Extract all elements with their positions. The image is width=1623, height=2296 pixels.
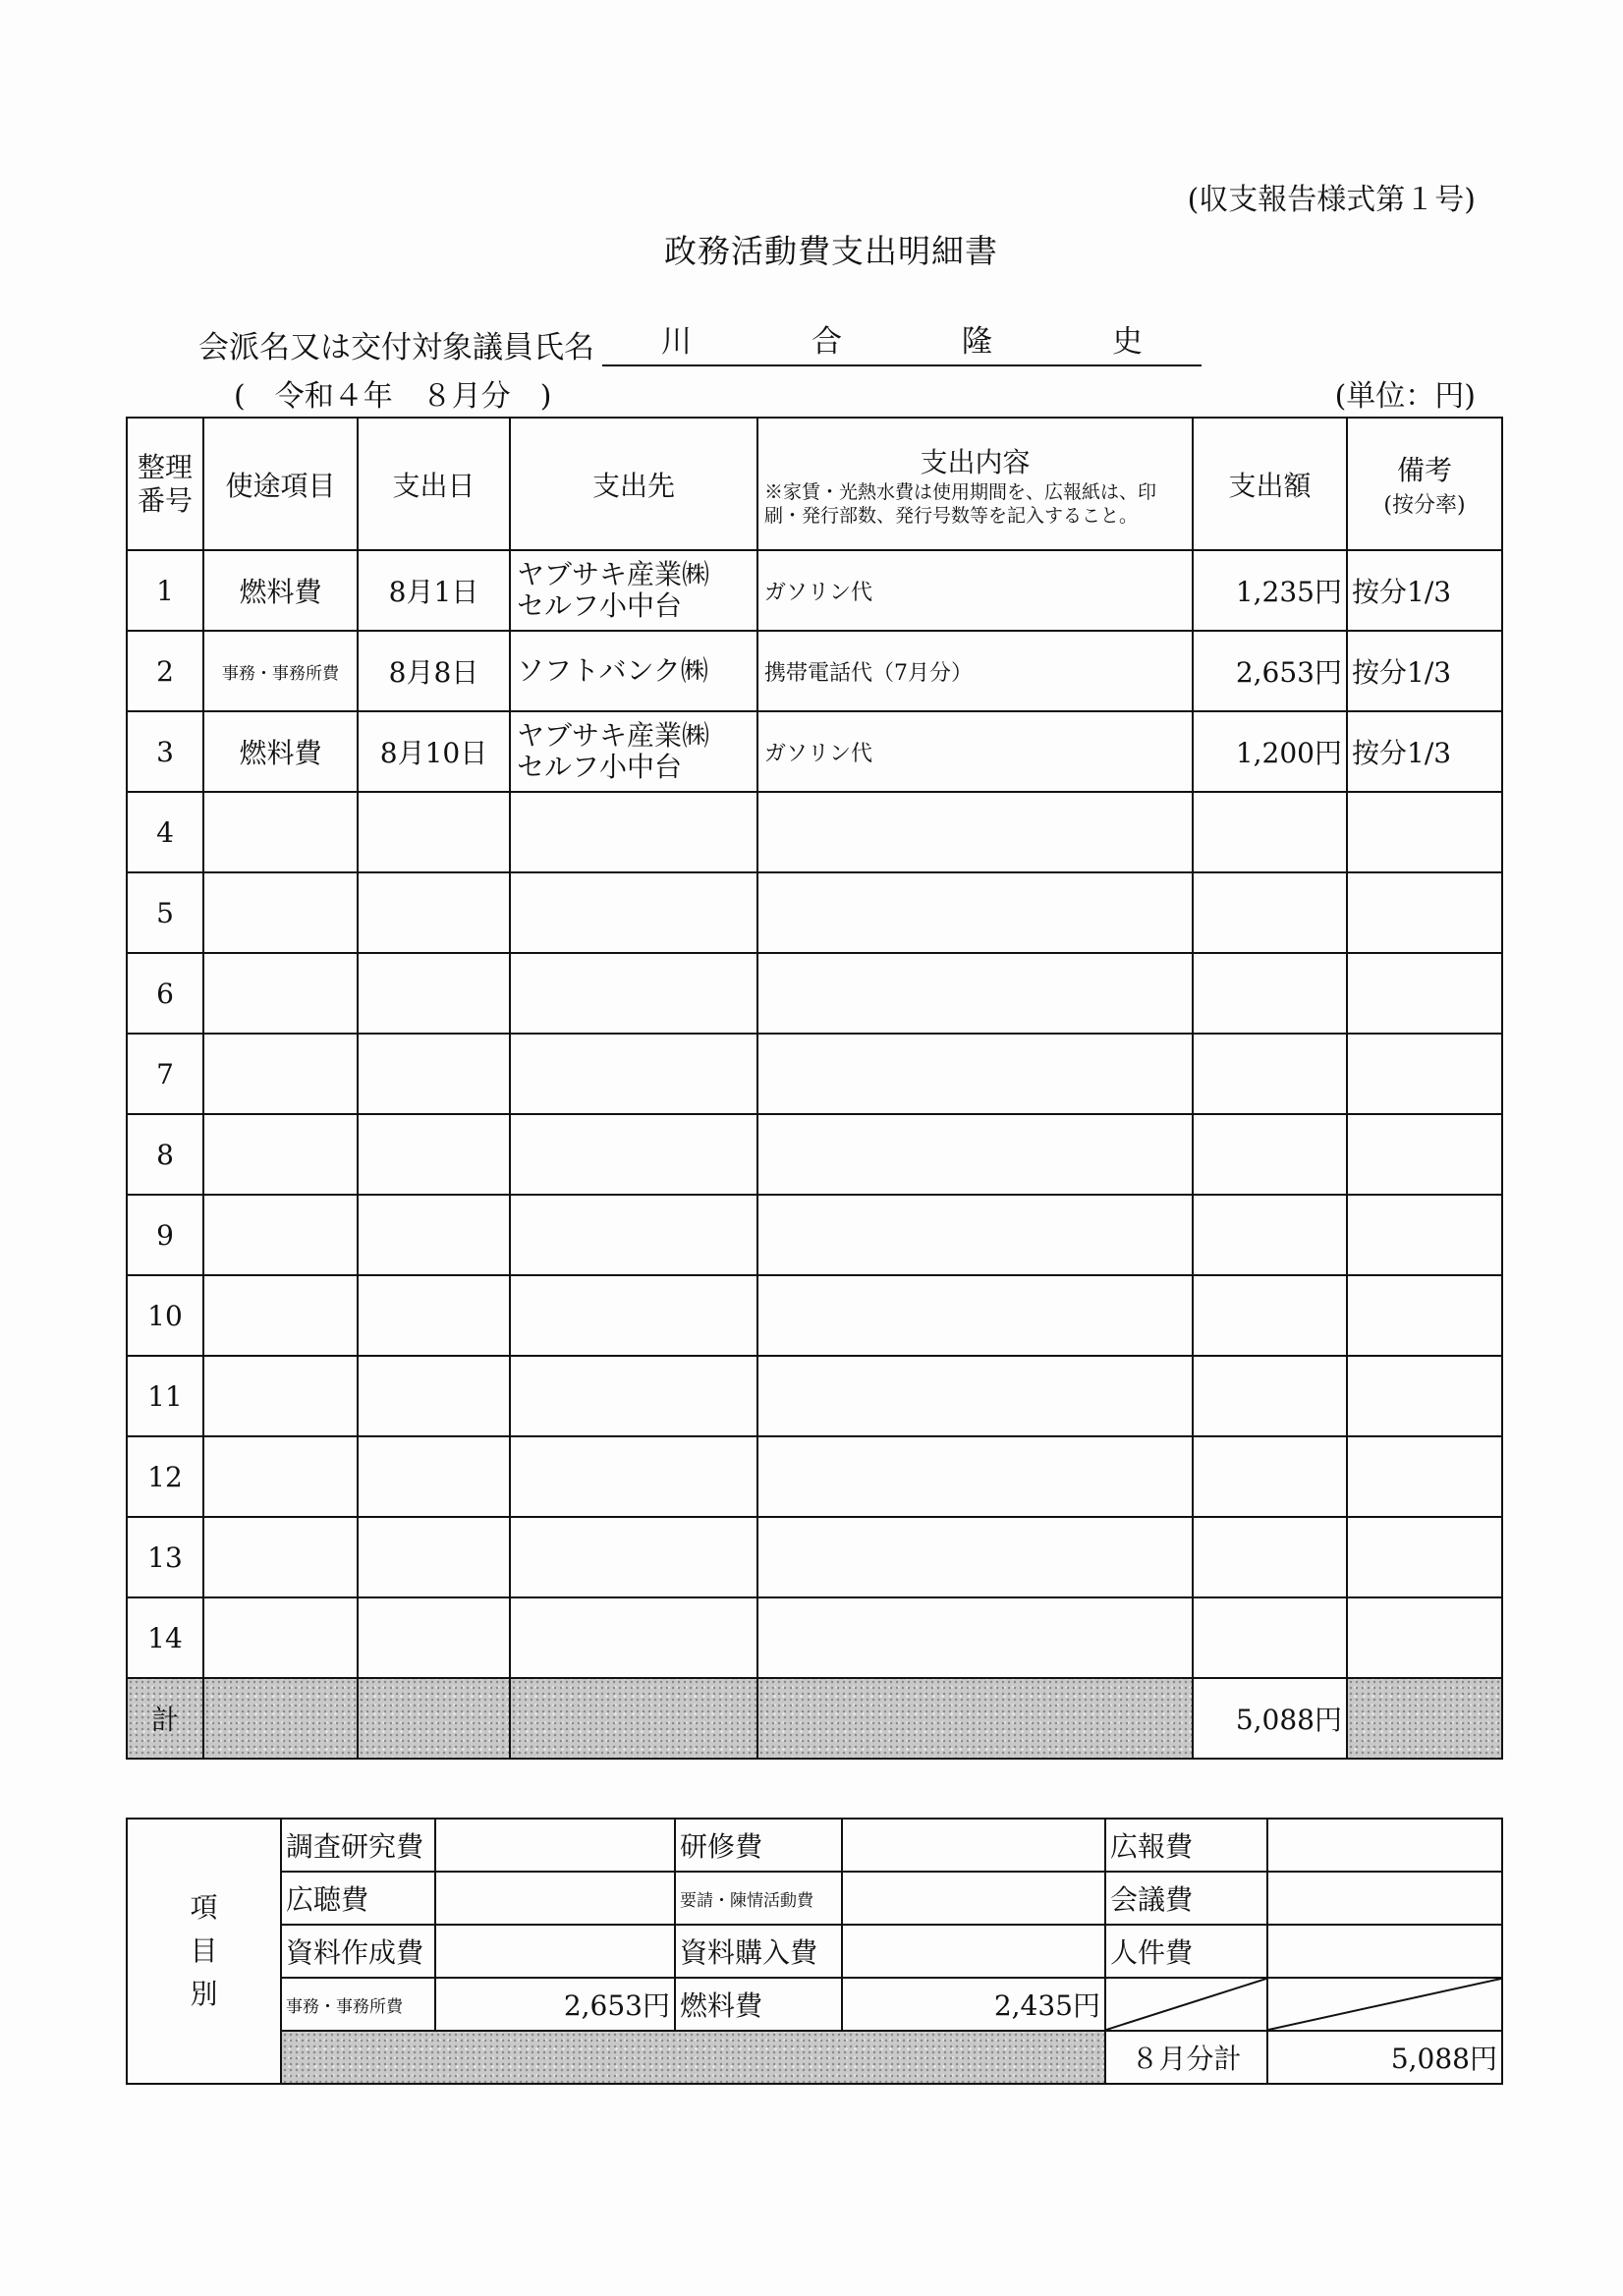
member-name-char: 川 bbox=[661, 324, 692, 360]
row-no: 5 bbox=[127, 872, 203, 953]
row-payee bbox=[510, 1597, 757, 1678]
table-row bbox=[127, 711, 1502, 792]
table-row bbox=[127, 1436, 1502, 1517]
summary-value bbox=[842, 1872, 1105, 1925]
summary-label: 人件費 bbox=[1105, 1925, 1267, 1978]
total-shaded-cell bbox=[757, 1678, 1193, 1759]
row-amount bbox=[1193, 1114, 1347, 1195]
row-note bbox=[1347, 1356, 1502, 1436]
row-payee bbox=[510, 1356, 757, 1436]
expense-table bbox=[126, 417, 1503, 1760]
row-desc bbox=[757, 872, 1193, 953]
diagonal-slash-line bbox=[1106, 1979, 1266, 2030]
header-note bbox=[1347, 418, 1502, 550]
row-desc bbox=[757, 792, 1193, 872]
row-date: 8月10日 bbox=[358, 711, 510, 792]
summary-value: 2,435円 bbox=[842, 1978, 1105, 2031]
row-payee bbox=[510, 631, 757, 711]
row-use bbox=[203, 792, 358, 872]
row-no: 3 bbox=[127, 711, 203, 792]
row-amount bbox=[1193, 1034, 1347, 1114]
table-row bbox=[127, 1517, 1502, 1597]
month-total-value: 5,088円 bbox=[1267, 2031, 1502, 2084]
table-row bbox=[127, 1597, 1502, 1678]
header-use: 使途項目 bbox=[203, 418, 358, 550]
diagonal-slash-cell bbox=[1105, 1978, 1267, 2031]
table-header-row bbox=[127, 418, 1502, 550]
header-payee: 支出先 bbox=[510, 418, 757, 550]
row-amount bbox=[1193, 1597, 1347, 1678]
member-name bbox=[602, 316, 1202, 366]
row-payee bbox=[510, 1436, 757, 1517]
row-use bbox=[203, 1517, 358, 1597]
row-amount bbox=[1193, 872, 1347, 953]
total-shaded-cell bbox=[510, 1678, 757, 1759]
table-row bbox=[127, 792, 1502, 872]
summary-side-label bbox=[127, 1819, 281, 2084]
table-row bbox=[127, 631, 1502, 711]
row-desc bbox=[757, 1356, 1193, 1436]
row-no: 1 bbox=[127, 550, 203, 631]
summary-label: 燃料費 bbox=[675, 1978, 842, 2031]
row-amount: 1,235円 bbox=[1193, 550, 1347, 631]
summary-shaded-cell bbox=[281, 2031, 1105, 2084]
row-desc: ガソリン代 bbox=[757, 550, 1193, 631]
row-use: 燃料費 bbox=[203, 711, 358, 792]
row-note bbox=[1347, 1275, 1502, 1356]
summary-row bbox=[127, 1925, 1502, 1978]
summary-value bbox=[842, 1925, 1105, 1978]
row-no: 9 bbox=[127, 1195, 203, 1275]
summary-label: 資料購入費 bbox=[675, 1925, 842, 1978]
summary-value bbox=[435, 1925, 675, 1978]
summary-label: 調査研究費 bbox=[281, 1819, 435, 1872]
row-note bbox=[1347, 1597, 1502, 1678]
row-payee-line1: ソフトバンク㈱ bbox=[517, 654, 708, 687]
summary-label: 広報費 bbox=[1105, 1819, 1267, 1872]
summary-label: 会議費 bbox=[1105, 1872, 1267, 1925]
form-number: (収支報告様式第１号) bbox=[1187, 183, 1476, 217]
row-amount: 1,200円 bbox=[1193, 711, 1347, 792]
row-no: 4 bbox=[127, 792, 203, 872]
row-no: 11 bbox=[127, 1356, 203, 1436]
row-no: 6 bbox=[127, 953, 203, 1034]
summary-label: 要請・陳情活動費 bbox=[675, 1872, 842, 1925]
row-date bbox=[358, 1275, 510, 1356]
total-shaded-cell bbox=[358, 1678, 510, 1759]
row-no: 13 bbox=[127, 1517, 203, 1597]
total-shaded-cell bbox=[1347, 1678, 1502, 1759]
row-date bbox=[358, 1597, 510, 1678]
table-row bbox=[127, 1275, 1502, 1356]
summary-value bbox=[842, 1819, 1105, 1872]
row-amount bbox=[1193, 953, 1347, 1034]
header-note-title: 備考 bbox=[1396, 454, 1452, 486]
row-payee bbox=[510, 1195, 757, 1275]
summary-value bbox=[435, 1872, 675, 1925]
row-payee bbox=[510, 1114, 757, 1195]
row-amount bbox=[1193, 1356, 1347, 1436]
header-amount: 支出額 bbox=[1193, 418, 1347, 550]
row-note: 按分1/3 bbox=[1347, 711, 1502, 792]
row-no: 2 bbox=[127, 631, 203, 711]
table-row bbox=[127, 1114, 1502, 1195]
row-note bbox=[1347, 1436, 1502, 1517]
row-payee bbox=[510, 872, 757, 953]
row-use: 事務・事務所費 bbox=[203, 631, 358, 711]
table-row bbox=[127, 1034, 1502, 1114]
row-desc bbox=[757, 953, 1193, 1034]
row-payee bbox=[510, 953, 757, 1034]
row-desc bbox=[757, 1517, 1193, 1597]
summary-side-char: 項 bbox=[190, 1891, 218, 1924]
row-payee bbox=[510, 550, 757, 631]
header-no: 整理番号 bbox=[127, 418, 203, 550]
row-desc bbox=[757, 1436, 1193, 1517]
header-desc-note: ※家賃・光熱水費は使用期間を、広報紙は、印刷・発行部数、発行号数等を記入すること。 bbox=[764, 480, 1157, 527]
member-label: 会派名又は交付対象議員氏名 bbox=[198, 330, 594, 365]
summary-label: 研修費 bbox=[675, 1819, 842, 1872]
row-no: 7 bbox=[127, 1034, 203, 1114]
total-shaded-cell bbox=[203, 1678, 358, 1759]
header-date: 支出日 bbox=[358, 418, 510, 550]
row-no: 14 bbox=[127, 1597, 203, 1678]
row-note: 按分1/3 bbox=[1347, 631, 1502, 711]
summary-row bbox=[127, 2031, 1502, 2084]
table-row bbox=[127, 1195, 1502, 1275]
row-amount bbox=[1193, 792, 1347, 872]
row-desc bbox=[757, 1034, 1193, 1114]
row-use bbox=[203, 1597, 358, 1678]
row-use bbox=[203, 1436, 358, 1517]
row-note: 按分1/3 bbox=[1347, 550, 1502, 631]
row-date bbox=[358, 1034, 510, 1114]
summary-side-char: 別 bbox=[190, 1978, 218, 2010]
table-row bbox=[127, 1356, 1502, 1436]
row-desc bbox=[757, 1114, 1193, 1195]
page-title: 政務活動費支出明細書 bbox=[664, 232, 998, 270]
row-note bbox=[1347, 1517, 1502, 1597]
row-payee bbox=[510, 1034, 757, 1114]
row-date bbox=[358, 953, 510, 1034]
row-no: 12 bbox=[127, 1436, 203, 1517]
row-date: 8月8日 bbox=[358, 631, 510, 711]
header-desc-title: 支出内容 bbox=[920, 445, 1031, 478]
member-name-char: 合 bbox=[812, 324, 842, 360]
row-payee-line2: セルフ小中台 bbox=[517, 751, 683, 783]
row-note bbox=[1347, 1114, 1502, 1195]
row-date bbox=[358, 1114, 510, 1195]
summary-value: 2,653円 bbox=[435, 1978, 675, 2031]
row-note bbox=[1347, 1034, 1502, 1114]
category-summary-table bbox=[126, 1818, 1503, 2085]
row-payee bbox=[510, 711, 757, 792]
summary-row bbox=[127, 1978, 1502, 2031]
summary-label: 事務・事務所費 bbox=[281, 1978, 435, 2031]
summary-side-char: 目 bbox=[190, 1934, 218, 1967]
row-amount bbox=[1193, 1436, 1347, 1517]
summary-label: 資料作成費 bbox=[281, 1925, 435, 1978]
row-date: 8月1日 bbox=[358, 550, 510, 631]
unit-label: (単位：円) bbox=[1334, 379, 1476, 414]
row-use bbox=[203, 1034, 358, 1114]
row-payee-line1: ヤブサキ産業㈱ bbox=[517, 719, 710, 752]
summary-row bbox=[127, 1819, 1502, 1872]
summary-value bbox=[1267, 1872, 1502, 1925]
row-amount bbox=[1193, 1195, 1347, 1275]
row-date bbox=[358, 1517, 510, 1597]
row-date bbox=[358, 1436, 510, 1517]
summary-value bbox=[435, 1819, 675, 1872]
summary-row bbox=[127, 1872, 1502, 1925]
row-no: 8 bbox=[127, 1114, 203, 1195]
row-payee bbox=[510, 1517, 757, 1597]
summary-label: 広聴費 bbox=[281, 1872, 435, 1925]
row-desc: 携帯電話代（7月分） bbox=[757, 631, 1193, 711]
row-use bbox=[203, 1195, 358, 1275]
diagonal-slash-line bbox=[1268, 1979, 1501, 2030]
row-date bbox=[358, 1356, 510, 1436]
row-use: 燃料費 bbox=[203, 550, 358, 631]
member-name-char: 史 bbox=[1112, 324, 1143, 360]
row-desc bbox=[757, 1195, 1193, 1275]
total-row bbox=[127, 1678, 1502, 1759]
row-amount bbox=[1193, 1517, 1347, 1597]
row-use bbox=[203, 1356, 358, 1436]
row-note bbox=[1347, 953, 1502, 1034]
row-payee-line2: セルフ小中台 bbox=[517, 589, 683, 622]
month-total-label: ８月分計 bbox=[1105, 2031, 1267, 2084]
table-row bbox=[127, 953, 1502, 1034]
row-use bbox=[203, 953, 358, 1034]
row-desc bbox=[757, 1275, 1193, 1356]
member-name-char: 隆 bbox=[962, 324, 992, 360]
row-date bbox=[358, 1195, 510, 1275]
row-amount: 2,653円 bbox=[1193, 631, 1347, 711]
row-amount bbox=[1193, 1275, 1347, 1356]
row-use bbox=[203, 1275, 358, 1356]
row-note bbox=[1347, 792, 1502, 872]
row-desc: ガソリン代 bbox=[757, 711, 1193, 792]
row-payee bbox=[510, 1275, 757, 1356]
table-row bbox=[127, 550, 1502, 631]
period: ( 令和４年 ８月分 ) bbox=[234, 379, 552, 414]
row-desc bbox=[757, 1597, 1193, 1678]
row-no: 10 bbox=[127, 1275, 203, 1356]
member-row bbox=[198, 316, 1202, 366]
row-payee bbox=[510, 792, 757, 872]
total-amount: 5,088円 bbox=[1193, 1678, 1347, 1759]
row-date bbox=[358, 792, 510, 872]
row-use bbox=[203, 872, 358, 953]
table-row bbox=[127, 872, 1502, 953]
row-payee-line1: ヤブサキ産業㈱ bbox=[517, 558, 710, 590]
row-note bbox=[1347, 1195, 1502, 1275]
row-use bbox=[203, 1114, 358, 1195]
header-note-sub: (按分率) bbox=[1383, 493, 1466, 518]
total-label: 計 bbox=[127, 1678, 203, 1759]
diagonal-slash-cell bbox=[1267, 1978, 1502, 2031]
header-desc bbox=[757, 418, 1193, 550]
row-note bbox=[1347, 872, 1502, 953]
summary-value bbox=[1267, 1819, 1502, 1872]
summary-value bbox=[1267, 1925, 1502, 1978]
row-date bbox=[358, 872, 510, 953]
